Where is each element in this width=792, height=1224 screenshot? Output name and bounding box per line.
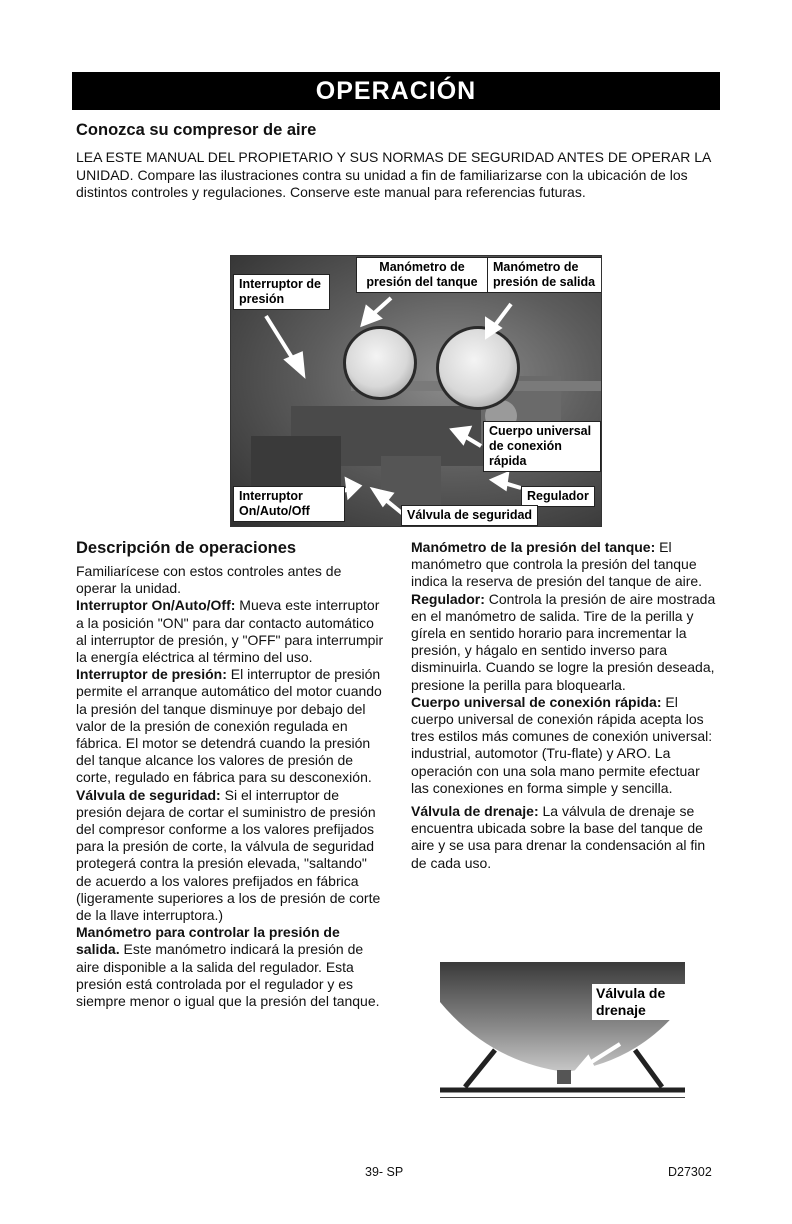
label-on-off-switch: Interruptor On/Auto/Off: [233, 486, 345, 522]
left-column: [76, 563, 384, 1010]
label-pressure-switch: Interruptor de presión: [233, 274, 330, 310]
label-drain-valve: Válvula de drenaje: [592, 984, 685, 1020]
item-tank-gauge: [411, 539, 721, 591]
desc: El manómetro que controla la presión del tanque indica la reserva de presión del tanque de aire.: [411, 539, 703, 590]
item-regulator: [411, 591, 721, 694]
item-outlet-gauge: [76, 924, 384, 1010]
section-heading-know-compressor: Conozca su compresor de aire: [76, 121, 317, 139]
term: Interruptor de presión:: [76, 666, 227, 683]
term: Cuerpo universal de conexión rápida:: [411, 693, 662, 710]
desc: La válvula de drenaje se encuentra ubicada sobre la base del tanque de aire y se usa para drenar la condensación al fin de cada uso.: [411, 803, 706, 871]
desc: El cuerpo universal de conexión rápida acepta los tres estilos más comunes de conexión universal: industrial, automotor (Tru-flate) y ARO. La operación con una sola mano permite efectuar las conexiones en forma simple y sencilla.: [411, 693, 713, 796]
item-safety-valve: [76, 787, 384, 925]
label-regulator: Regulador: [521, 486, 595, 507]
desc: Mueva este interruptor a la posición "ON" para dar contacto automático al interruptor de presión, y "OFF" para interrumpir la energía eléctrica al término del uso.: [76, 597, 384, 666]
term: Regulador:: [411, 590, 485, 607]
intro-paragraph: LEA ESTE MANUAL DEL PROPIETARIO Y SUS NORMAS DE SEGURIDAD ANTES DE OPERAR LA UNIDAD. Compare las ilustraciones contra su unidad a fin de familiarizarse con la ubicación de los distintos controles y regulaciones. Conserve este manual para referencias futuras.: [76, 149, 711, 200]
label-safety-valve: Válvula de seguridad: [401, 505, 538, 526]
drain-valve-photo: [440, 962, 685, 1098]
operations-intro: Familiarícese con estos controles antes de operar la unidad.: [76, 563, 342, 597]
page-number: 39- SP: [365, 1165, 404, 1179]
term: Manómetro para controlar la presión de salida.: [76, 924, 340, 958]
tank-bottom-shapes: [440, 962, 685, 1097]
label-quick-coupler: Cuerpo universal de conexión rápida: [483, 421, 601, 472]
label-outlet-pressure-gauge: Manómetro de presión de salida: [487, 257, 602, 293]
section-banner: [72, 72, 720, 110]
desc: Si el interruptor de presión dejara de cortar el suministro de presión del compresor conforme a los valores prefijados para la presión de corte, la válvula de seguridad protegerá contra la presión elevada, "saltando" de acuerdo a los valores prefijados en fábrica (ligeramente superiores a los de presión de corte de la llave interruptora.): [76, 786, 381, 924]
desc: Controla la presión de aire mostrada en el manómetro de salida. Tire de la perilla y gírela en sentido horario para incrementar la presión, y hágalo en sentido inverso para disminuirla. Cuando se logre la presión deseada, presione la perilla para bloquearla.: [411, 590, 716, 693]
term: Válvula de seguridad:: [76, 786, 221, 803]
item-pressure-switch: [76, 666, 384, 786]
term: Válvula de drenaje:: [411, 803, 539, 820]
label-tank-pressure-gauge: Manómetro de presión del tanque: [356, 257, 488, 293]
term: Manómetro de la presión del tanque:: [411, 539, 656, 555]
compressor-controls-photo: [230, 255, 602, 527]
item-on-off-switch: [76, 597, 384, 666]
desc: Este manómetro indicará la presión de aire disponible a la salida del regulador. Esta presión está controlada por el regulador y es siempre menor o igual que la presión del tanque.: [76, 941, 380, 1010]
desc: El interruptor de presión permite el arranque automático del motor cuando la presión del tanque disminuye por debajo del valor de la presión de conexión regulada en fábrica. El motor se detendrá cuando la presión del tanque alcance los valores de presión de corte, regulado en fábrica para su desconexión.: [76, 666, 382, 786]
term: Interruptor On/Auto/Off:: [76, 597, 236, 614]
document-code: D27302: [668, 1165, 712, 1179]
item-quick-coupler: [411, 694, 721, 797]
page-title: OPERACIÓN: [315, 77, 477, 105]
section-heading-operations: Descripción de operaciones: [76, 539, 297, 557]
item-drain-valve: [411, 803, 721, 872]
right-column: [411, 539, 721, 872]
